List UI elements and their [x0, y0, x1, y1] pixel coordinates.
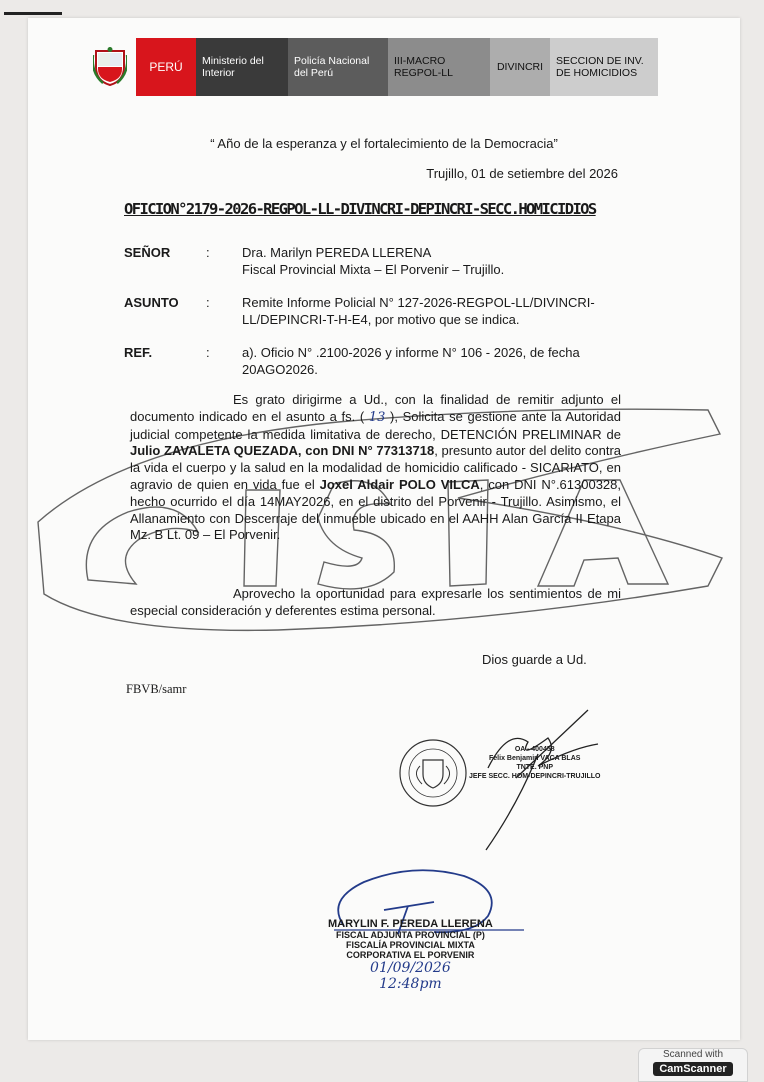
body-p1-part-c: , presunto autor del delito contra la vida el cuerpo y la salud en la modalidad de homicidio calificado - SICARIATO, en agravio de quien en vida fue el — [130, 443, 622, 492]
reference-line-2: 20AGO2026. — [242, 362, 318, 377]
scanner-brand: CamScanner — [653, 1062, 732, 1076]
header-peru: PERÚ — [136, 38, 196, 96]
receipt-name: MARYLIN F. PEREDA LLERENA — [328, 918, 493, 930]
reference-label: REF. — [124, 345, 153, 360]
oficio-number: OFICION°2179-2026-REGPOL-LL-DIVINCRI-DEPINCRI-SECC.HOMICIDIOS — [124, 200, 596, 218]
signatory-block — [469, 745, 600, 781]
body-paragraph-1 — [130, 392, 621, 544]
scan-edge-mark — [4, 12, 62, 15]
receipt-title: FISCAL ADJUNTA PROVINCIAL (P) — [335, 930, 485, 940]
subject-line-1: Remite Informe Policial N° 127-2026-REGPOL-LL/DIVINCRI- — [242, 295, 595, 310]
header-ministry: Ministerio del Interior — [196, 38, 288, 96]
signatory-name: Felix Benjamin VACA BLAS — [489, 755, 581, 762]
reference-line-1: a). Oficio N° .2100-2026 y informe N° 106 - 2026, de fecha — [242, 345, 580, 360]
recipient-label: SEÑOR — [124, 245, 171, 260]
signatory-id: OA - 400458 — [514, 746, 555, 753]
scanner-badge — [638, 1048, 748, 1082]
document-initials: FBVB/samr — [126, 682, 187, 696]
peru-coat-of-arms-icon — [88, 38, 132, 96]
receipt-time: 12:48pm — [379, 976, 442, 992]
subject-label: ASUNTO — [124, 295, 179, 310]
victim-name: Joxel Aldair POLO VILCA — [319, 476, 480, 492]
header-divincri: DIVINCRI — [490, 38, 550, 96]
header-police: Policía Nacional del Perú — [288, 38, 388, 96]
receipt-date: 01/09/2026 — [370, 960, 451, 976]
body-p1-part-b: ), Solicita se gestione ante la Autoridad judicial competente la medida limitativa de derecho, DETENCIÓN PRELIMINAR de — [130, 408, 621, 442]
closing-greeting: Dios guarde a Ud. — [482, 652, 587, 667]
receipt-office: FISCALÍA PROVINCIAL MIXTA — [345, 940, 475, 950]
receipt-office-2: CORPORATIVA EL PORVENIR — [346, 950, 475, 960]
handwritten-folio-count: 13 — [368, 409, 386, 425]
subject-line-2: LL/DEPINCRI-T-H-E4, por motivo que se indica. — [242, 312, 520, 327]
body-p1-part-a: Es grato dirigirme a Ud., con la finalidad de remitir adjunto el documento indicado en el asunto a fs. ( — [130, 392, 621, 424]
header-macro-region: III-MACRO REGPOL-LL — [388, 38, 490, 96]
body-paragraph-2: Aprovecho la oportunidad para expresarle los sentimientos de mi especial consideración y deferentes estima personal. — [130, 586, 621, 618]
document-date: Trujillo, 01 de setiembre del 2026 — [426, 166, 618, 181]
institutional-header — [88, 38, 658, 96]
receipt-stamp — [328, 918, 493, 992]
recipient-colon: : — [206, 245, 210, 260]
year-motto: “ Año de la esperanza y el fortalecimiento de la Democracia” — [210, 136, 558, 151]
document-page — [28, 18, 740, 1040]
subject-colon: : — [206, 295, 210, 310]
recipient-name: Dra. Marilyn PEREDA LLERENA — [242, 245, 432, 260]
body-p1-part-d: , con DNI N°.61300328, hecho ocurrido el día 14MAY2026, en el distrito del Porvenir - Trujillo. Asimismo, el Allanamiento con Descerraje del inmueble ubicado en el AAHH Alan García II Etapa Mz. B Lt. 09 – El Porvenir. — [130, 476, 622, 543]
police-seal-and-signature — [398, 708, 648, 858]
header-section: SECCION DE INV. DE HOMICIDIOS — [550, 38, 658, 96]
scanner-caption: Scanned with — [662, 1049, 724, 1060]
suspect-name: Julio ZAVALETA QUEZADA, con DNI N° 77313718 — [130, 443, 435, 459]
signatory-rank: TNTE. PNP — [516, 764, 553, 771]
recipient-title: Fiscal Provincial Mixta – El Porvenir – Trujillo. — [242, 262, 505, 277]
reference-colon: : — [206, 345, 210, 360]
signatory-position: JEFE SECC. HOM-DEPINCRI-TRUJILLO — [469, 773, 601, 780]
